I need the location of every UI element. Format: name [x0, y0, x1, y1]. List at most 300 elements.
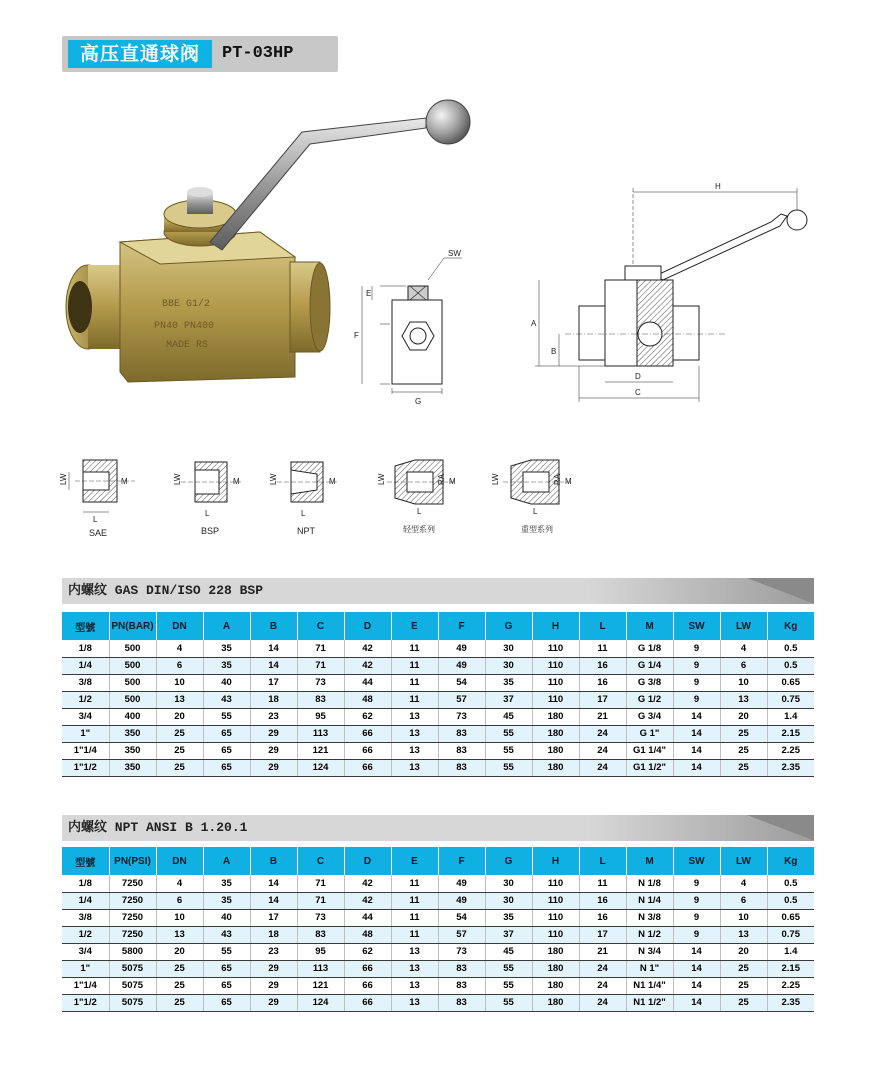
svg-text:LW: LW	[173, 473, 182, 485]
table-cell: 66	[344, 725, 391, 742]
table-cell: 1/2	[62, 926, 109, 943]
svg-text:BBE G1/2: BBE G1/2	[162, 299, 211, 310]
column-header: G	[485, 847, 532, 875]
table-cell: 65	[203, 994, 250, 1011]
table-cell: 73	[438, 708, 485, 725]
table-cell: 3/8	[62, 674, 109, 691]
table-cell: 14	[250, 875, 297, 892]
side-view-diagram	[340, 240, 480, 410]
table-cell: 29	[250, 742, 297, 759]
table-cell: 11	[391, 691, 438, 708]
table-cell: 35	[485, 909, 532, 926]
table-cell: 71	[297, 640, 344, 657]
table-cell: 57	[438, 691, 485, 708]
table-cell: 13	[391, 742, 438, 759]
table-cell: 66	[344, 759, 391, 776]
table-row	[62, 691, 814, 708]
table-cell: G1 1/4"	[626, 742, 673, 759]
table-cell: 17	[250, 909, 297, 926]
label-d: D	[635, 372, 641, 381]
table-header-row	[62, 847, 814, 875]
column-header: D	[344, 612, 391, 640]
table-cell: 14	[250, 892, 297, 909]
table-cell: 500	[109, 674, 156, 691]
table-cell: 83	[438, 742, 485, 759]
table-cell: 500	[109, 640, 156, 657]
table-cell: N 3/4	[626, 943, 673, 960]
svg-text:MADE RS: MADE RS	[166, 340, 209, 351]
svg-text:L: L	[301, 509, 306, 518]
table-cell: 24	[579, 759, 626, 776]
table-cell: 11	[391, 926, 438, 943]
port-label-bsp: BSP	[201, 526, 220, 536]
svg-text:LW: LW	[377, 473, 386, 485]
table-cell: 29	[250, 994, 297, 1011]
table-cell: 83	[438, 759, 485, 776]
table-cell: 7250	[109, 875, 156, 892]
table-cell: 42	[344, 640, 391, 657]
table-header-row	[62, 612, 814, 640]
table-cell: 20	[720, 708, 767, 725]
table-cell: 6	[720, 657, 767, 674]
table-cell: 65	[203, 742, 250, 759]
table-cell: N 1"	[626, 960, 673, 977]
table-cell: 16	[579, 657, 626, 674]
table-cell: 65	[203, 977, 250, 994]
table-cell: 0.5	[767, 875, 814, 892]
table-cell: 1/2	[62, 691, 109, 708]
table-cell: 10	[720, 674, 767, 691]
table-cell: 25	[156, 759, 203, 776]
table-cell: 55	[485, 960, 532, 977]
table-row	[62, 657, 814, 674]
table-cell: 113	[297, 960, 344, 977]
table-cell: 73	[297, 674, 344, 691]
column-header: G	[485, 612, 532, 640]
column-header: 型號	[62, 612, 109, 640]
label-sw: SW	[448, 249, 461, 258]
table-cell: 83	[297, 691, 344, 708]
table-row	[62, 674, 814, 691]
table-cell: 30	[485, 657, 532, 674]
table-cell: 24	[579, 960, 626, 977]
column-header: L	[579, 612, 626, 640]
table-cell: 48	[344, 691, 391, 708]
table-cell: 14	[673, 994, 720, 1011]
table-cell: 110	[532, 657, 579, 674]
table-cell: 14	[673, 742, 720, 759]
table-cell: 13	[156, 691, 203, 708]
svg-text:L: L	[93, 515, 98, 524]
table-cell: 29	[250, 725, 297, 742]
svg-text:LW: LW	[491, 473, 500, 485]
table-cell: 55	[485, 759, 532, 776]
svg-text:L: L	[417, 507, 422, 516]
table-cell: 13	[391, 708, 438, 725]
table-cell: 49	[438, 657, 485, 674]
table-cell: 0.65	[767, 674, 814, 691]
table-cell: 95	[297, 943, 344, 960]
column-header: H	[532, 847, 579, 875]
table-cell: 57	[438, 926, 485, 943]
table-cell: 14	[673, 759, 720, 776]
svg-text:RA: RA	[437, 473, 446, 485]
table-cell: 25	[156, 742, 203, 759]
column-header: F	[438, 612, 485, 640]
label-a: A	[531, 319, 537, 328]
table-cell: 110	[532, 875, 579, 892]
table-cell: 43	[203, 691, 250, 708]
table-cell: 42	[344, 892, 391, 909]
column-header: 型號	[62, 847, 109, 875]
table-row	[62, 742, 814, 759]
table-cell: 10	[720, 909, 767, 926]
label-h: H	[715, 182, 721, 191]
table-cell: 180	[532, 742, 579, 759]
table-cell: 11	[579, 640, 626, 657]
table-cell: 54	[438, 909, 485, 926]
table-cell: 180	[532, 759, 579, 776]
table-cell: 55	[485, 725, 532, 742]
table-cell: 18	[250, 926, 297, 943]
column-header: LW	[720, 612, 767, 640]
table-cell: 29	[250, 759, 297, 776]
table-cell: 18	[250, 691, 297, 708]
table-cell: 20	[156, 708, 203, 725]
table-cell: 14	[673, 725, 720, 742]
table-cell: 1"1/2	[62, 759, 109, 776]
table-cell: 121	[297, 977, 344, 994]
table-cell: 11	[579, 875, 626, 892]
table-cell: 43	[203, 926, 250, 943]
table-cell: 11	[391, 657, 438, 674]
front-view-diagram	[525, 180, 825, 410]
model-number: PT-03HP	[222, 44, 294, 63]
spec-table-npt	[62, 847, 814, 1012]
table-cell: 71	[297, 875, 344, 892]
table-cell: 7250	[109, 926, 156, 943]
table-cell: 25	[156, 977, 203, 994]
table-cell: 350	[109, 759, 156, 776]
table-cell: 2.25	[767, 977, 814, 994]
table-cell: 1"1/4	[62, 742, 109, 759]
table-cell: 4	[156, 640, 203, 657]
table-cell: 10	[156, 909, 203, 926]
table-cell: 23	[250, 943, 297, 960]
table-cell: 13	[391, 943, 438, 960]
table-cell: G 1/4	[626, 657, 673, 674]
table-cell: 7250	[109, 892, 156, 909]
table-cell: 9	[673, 926, 720, 943]
table-cell: G 1"	[626, 725, 673, 742]
port-label-sae: SAE	[89, 528, 108, 538]
table-row	[62, 977, 814, 994]
column-header: E	[391, 847, 438, 875]
table-cell: 49	[438, 640, 485, 657]
table-cell: 35	[485, 674, 532, 691]
table-cell: 14	[250, 657, 297, 674]
section-header-npt	[62, 815, 814, 841]
table-cell: 2.15	[767, 960, 814, 977]
table-row	[62, 640, 814, 657]
table-row	[62, 708, 814, 725]
table-cell: 25	[156, 960, 203, 977]
table-cell: 4	[720, 875, 767, 892]
table-cell: 1/4	[62, 892, 109, 909]
table-cell: 180	[532, 994, 579, 1011]
column-header: M	[626, 612, 673, 640]
product-title: 高压直通球阀	[68, 40, 212, 68]
table-cell: 1/8	[62, 640, 109, 657]
table-cell: 16	[579, 674, 626, 691]
column-header: F	[438, 847, 485, 875]
svg-text:PN40 PN400: PN40 PN400	[154, 321, 215, 332]
table-cell: 0.5	[767, 640, 814, 657]
table-cell: 66	[344, 742, 391, 759]
table-cell: 0.65	[767, 909, 814, 926]
table-cell: 1/8	[62, 875, 109, 892]
table-cell: 25	[156, 994, 203, 1011]
table-cell: 180	[532, 977, 579, 994]
column-header: SW	[673, 612, 720, 640]
label-f: F	[354, 331, 359, 340]
table-cell: 180	[532, 725, 579, 742]
table-cell: 83	[438, 960, 485, 977]
table-cell: 44	[344, 674, 391, 691]
table-cell: 55	[203, 943, 250, 960]
table-cell: 1"	[62, 725, 109, 742]
column-header: A	[203, 612, 250, 640]
table-cell: 400	[109, 708, 156, 725]
table-row	[62, 759, 814, 776]
table-cell: 350	[109, 742, 156, 759]
table-cell: 37	[485, 691, 532, 708]
table-cell: 4	[720, 640, 767, 657]
table-cell: 1"1/2	[62, 994, 109, 1011]
label-c: C	[635, 388, 641, 397]
table-cell: 2.35	[767, 994, 814, 1011]
label-b: B	[551, 347, 557, 356]
table-row	[62, 994, 814, 1011]
table-cell: 11	[391, 674, 438, 691]
svg-text:M: M	[449, 477, 456, 486]
table-cell: 55	[203, 708, 250, 725]
column-header: DN	[156, 612, 203, 640]
table-cell: 62	[344, 943, 391, 960]
svg-text:M: M	[121, 477, 128, 486]
column-header: C	[297, 612, 344, 640]
column-header: H	[532, 612, 579, 640]
table-cell: 0.5	[767, 657, 814, 674]
table-cell: 13	[720, 691, 767, 708]
table-cell: 25	[720, 960, 767, 977]
table-row	[62, 926, 814, 943]
svg-text:LW: LW	[59, 473, 68, 485]
table-cell: 5075	[109, 960, 156, 977]
table-cell: G 3/4	[626, 708, 673, 725]
table-cell: 113	[297, 725, 344, 742]
table-cell: G1 1/2"	[626, 759, 673, 776]
table-cell: 30	[485, 892, 532, 909]
table-cell: 9	[673, 674, 720, 691]
table-cell: G 1/8	[626, 640, 673, 657]
port-sae	[59, 460, 135, 538]
table-row	[62, 960, 814, 977]
table-cell: 7250	[109, 909, 156, 926]
table-cell: 40	[203, 674, 250, 691]
table-cell: 110	[532, 691, 579, 708]
table-cell: 66	[344, 977, 391, 994]
table-cell: 9	[673, 909, 720, 926]
svg-text:RA: RA	[553, 473, 562, 485]
table-cell: 4	[156, 875, 203, 892]
svg-text:M: M	[329, 477, 336, 486]
table-cell: 35	[203, 640, 250, 657]
column-header: E	[391, 612, 438, 640]
table-cell: 5800	[109, 943, 156, 960]
table-cell: 21	[579, 943, 626, 960]
table-cell: 49	[438, 875, 485, 892]
table-cell: 21	[579, 708, 626, 725]
table-cell: 0.5	[767, 892, 814, 909]
port-type-diagrams	[55, 450, 575, 542]
table-cell: 62	[344, 708, 391, 725]
table-cell: 66	[344, 960, 391, 977]
table-cell: 24	[579, 725, 626, 742]
table-cell: 14	[673, 708, 720, 725]
table-row	[62, 875, 814, 892]
table-cell: 1.4	[767, 708, 814, 725]
table-cell: 11	[391, 640, 438, 657]
table-cell: 13	[391, 725, 438, 742]
table-cell: 24	[579, 994, 626, 1011]
table-cell: 124	[297, 994, 344, 1011]
table-cell: 65	[203, 960, 250, 977]
table-cell: 24	[579, 977, 626, 994]
table-cell: 5075	[109, 977, 156, 994]
table-cell: 1"	[62, 960, 109, 977]
table-cell: G 3/8	[626, 674, 673, 691]
table-cell: 3/4	[62, 943, 109, 960]
table-cell: 14	[673, 977, 720, 994]
table-cell: 71	[297, 657, 344, 674]
table-cell: 83	[438, 977, 485, 994]
table-cell: 20	[720, 943, 767, 960]
column-header: LW	[720, 847, 767, 875]
table-cell: 29	[250, 977, 297, 994]
table-cell: 25	[720, 742, 767, 759]
table-cell: 42	[344, 657, 391, 674]
table-cell: 13	[391, 977, 438, 994]
table-cell: 25	[720, 759, 767, 776]
table-cell: 55	[485, 994, 532, 1011]
table-cell: 40	[203, 909, 250, 926]
table-cell: 95	[297, 708, 344, 725]
table-cell: 350	[109, 725, 156, 742]
column-header: PN(PSI)	[109, 847, 156, 875]
table-cell: 14	[250, 640, 297, 657]
table-cell: 55	[485, 977, 532, 994]
table-cell: 110	[532, 674, 579, 691]
table-cell: 121	[297, 742, 344, 759]
table-cell: 29	[250, 960, 297, 977]
table-cell: 2.15	[767, 725, 814, 742]
table-cell: 13	[391, 960, 438, 977]
table-cell: 180	[532, 960, 579, 977]
table-cell: N 1/8	[626, 875, 673, 892]
table-cell: 42	[344, 875, 391, 892]
table-cell: 17	[250, 674, 297, 691]
table-cell: 9	[673, 691, 720, 708]
table-cell: N1 1/4"	[626, 977, 673, 994]
table-cell: 500	[109, 691, 156, 708]
label-g: G	[415, 397, 422, 406]
table-cell: 25	[720, 994, 767, 1011]
table-cell: 65	[203, 759, 250, 776]
table-cell: 73	[297, 909, 344, 926]
table-cell: 9	[673, 640, 720, 657]
table-cell: 3/4	[62, 708, 109, 725]
port-npt	[269, 462, 337, 536]
table-cell: 180	[532, 708, 579, 725]
table-cell: 2.25	[767, 742, 814, 759]
table-row	[62, 909, 814, 926]
table-cell: 35	[203, 657, 250, 674]
table-row	[62, 892, 814, 909]
table-cell: N 1/4	[626, 892, 673, 909]
table-cell: 2.35	[767, 759, 814, 776]
table-cell: 1"1/4	[62, 977, 109, 994]
table-cell: 110	[532, 909, 579, 926]
table-cell: 55	[485, 742, 532, 759]
table-cell: 1.4	[767, 943, 814, 960]
column-header: L	[579, 847, 626, 875]
table-cell: 25	[720, 725, 767, 742]
table-cell: 17	[579, 926, 626, 943]
label-e: E	[366, 289, 372, 298]
title-banner	[62, 36, 338, 72]
column-header: C	[297, 847, 344, 875]
table-cell: 23	[250, 708, 297, 725]
table-cell: 9	[673, 657, 720, 674]
table-cell: G 1/2	[626, 691, 673, 708]
table-cell: 20	[156, 943, 203, 960]
svg-text:M: M	[233, 477, 240, 486]
table-cell: 44	[344, 909, 391, 926]
column-header: A	[203, 847, 250, 875]
table-cell: 13	[391, 759, 438, 776]
table-cell: 11	[391, 892, 438, 909]
table-cell: 10	[156, 674, 203, 691]
table-cell: 73	[438, 943, 485, 960]
table-cell: 83	[438, 725, 485, 742]
column-header: Kg	[767, 847, 814, 875]
table-cell: 3/8	[62, 909, 109, 926]
column-header: D	[344, 847, 391, 875]
table-cell: 49	[438, 892, 485, 909]
table-cell: 16	[579, 909, 626, 926]
table-cell: 71	[297, 892, 344, 909]
table-cell: 25	[720, 977, 767, 994]
table-cell: 16	[579, 892, 626, 909]
table-cell: 110	[532, 640, 579, 657]
column-header: PN(BAR)	[109, 612, 156, 640]
table-cell: 6	[156, 657, 203, 674]
table-cell: N 1/2	[626, 926, 673, 943]
section-header-bsp	[62, 578, 814, 604]
table-cell: 11	[391, 875, 438, 892]
section-title-npt: 内螺纹 NPT ANSI B 1.20.1	[68, 820, 248, 835]
